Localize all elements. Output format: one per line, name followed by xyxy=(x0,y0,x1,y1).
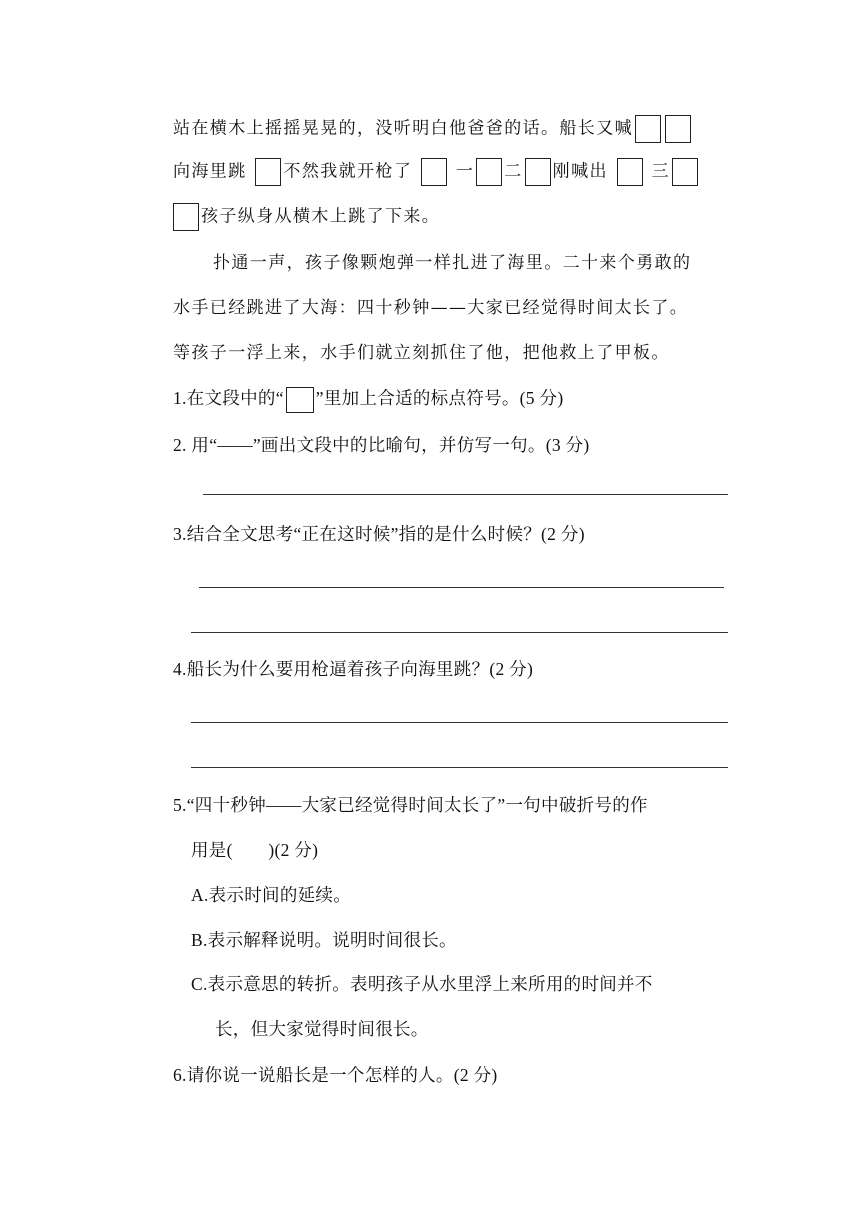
question-2: 2. 用“——”画出文段中的比喻句，并仿写一句。(3 分) xyxy=(173,435,590,455)
passage-line-1 xyxy=(173,115,693,143)
passage-text: 不然我就开枪了 xyxy=(283,161,413,182)
passage-para2-line-3: 等孩子一浮上来，水手们就立刻抓住了他，把他救上了甲板。 xyxy=(173,343,670,363)
question-text: ”里加上合适的标点符号。(5 分) xyxy=(315,388,564,408)
example-box-icon xyxy=(286,387,314,413)
punctuation-answer-box[interactable] xyxy=(635,115,661,143)
punctuation-answer-box[interactable] xyxy=(672,158,698,186)
punctuation-answer-box[interactable] xyxy=(255,158,281,186)
option-c[interactable]: C.表示意思的转折。表明孩子从水里浮上来所用的时间并不 xyxy=(191,974,653,994)
answer-line[interactable] xyxy=(191,767,728,768)
answer-line[interactable] xyxy=(199,587,724,588)
passage-line-2 xyxy=(173,158,700,186)
answer-line[interactable] xyxy=(203,494,728,495)
question-3: 3.结合全文思考“正在这时候”指的是什么时候？(2 分) xyxy=(173,524,585,544)
answer-line[interactable] xyxy=(191,632,728,633)
option-a[interactable]: A.表示时间的延续。 xyxy=(191,885,352,905)
passage-line-3 xyxy=(173,203,440,231)
passage-text: 站在横木上摇摇晃晃的，没听明白他爸爸的话。船长又喊 xyxy=(173,118,633,139)
punctuation-answer-box[interactable] xyxy=(421,158,447,186)
question-4: 4.船长为什么要用枪逼着孩子向海里跳？(2 分) xyxy=(173,659,534,679)
passage-text: 刚喊出 xyxy=(552,161,608,182)
question-text: 1.在文段中的“ xyxy=(173,388,284,408)
question-5-stem: 用是( )(2 分) xyxy=(191,840,319,860)
punctuation-answer-box[interactable] xyxy=(665,115,691,143)
passage-text: 孩子纵身从横木上跳了下来。 xyxy=(201,206,441,227)
punctuation-answer-box[interactable] xyxy=(617,158,643,186)
option-c-continued: 长，但大家觉得时间很长。 xyxy=(215,1019,429,1039)
passage-para2-line-2: 水手已经跳进了大海：四十秒钟——大家已经觉得时间太长了。 xyxy=(173,298,689,318)
punctuation-answer-box[interactable] xyxy=(173,203,199,231)
question-6: 6.请你说一说船长是一个怎样的人。(2 分) xyxy=(173,1065,498,1085)
option-b[interactable]: B.表示解释说明。说明时间很长。 xyxy=(191,930,457,950)
passage-text: 三 xyxy=(651,161,670,182)
answer-line[interactable] xyxy=(191,722,728,723)
punctuation-answer-box[interactable] xyxy=(525,158,551,186)
passage-text: 二 xyxy=(504,161,523,182)
passage-para2-line-1: 扑通一声，孩子像颗炮弹一样扎进了海里。二十来个勇敢的 xyxy=(213,253,692,273)
question-1 xyxy=(173,385,563,413)
question-5: 5.“四十秒钟——大家已经觉得时间太长了”一句中破折号的作 xyxy=(173,795,648,815)
punctuation-answer-box[interactable] xyxy=(476,158,502,186)
passage-text: 一 xyxy=(455,161,475,182)
passage-text: 向海里跳 xyxy=(173,161,247,182)
